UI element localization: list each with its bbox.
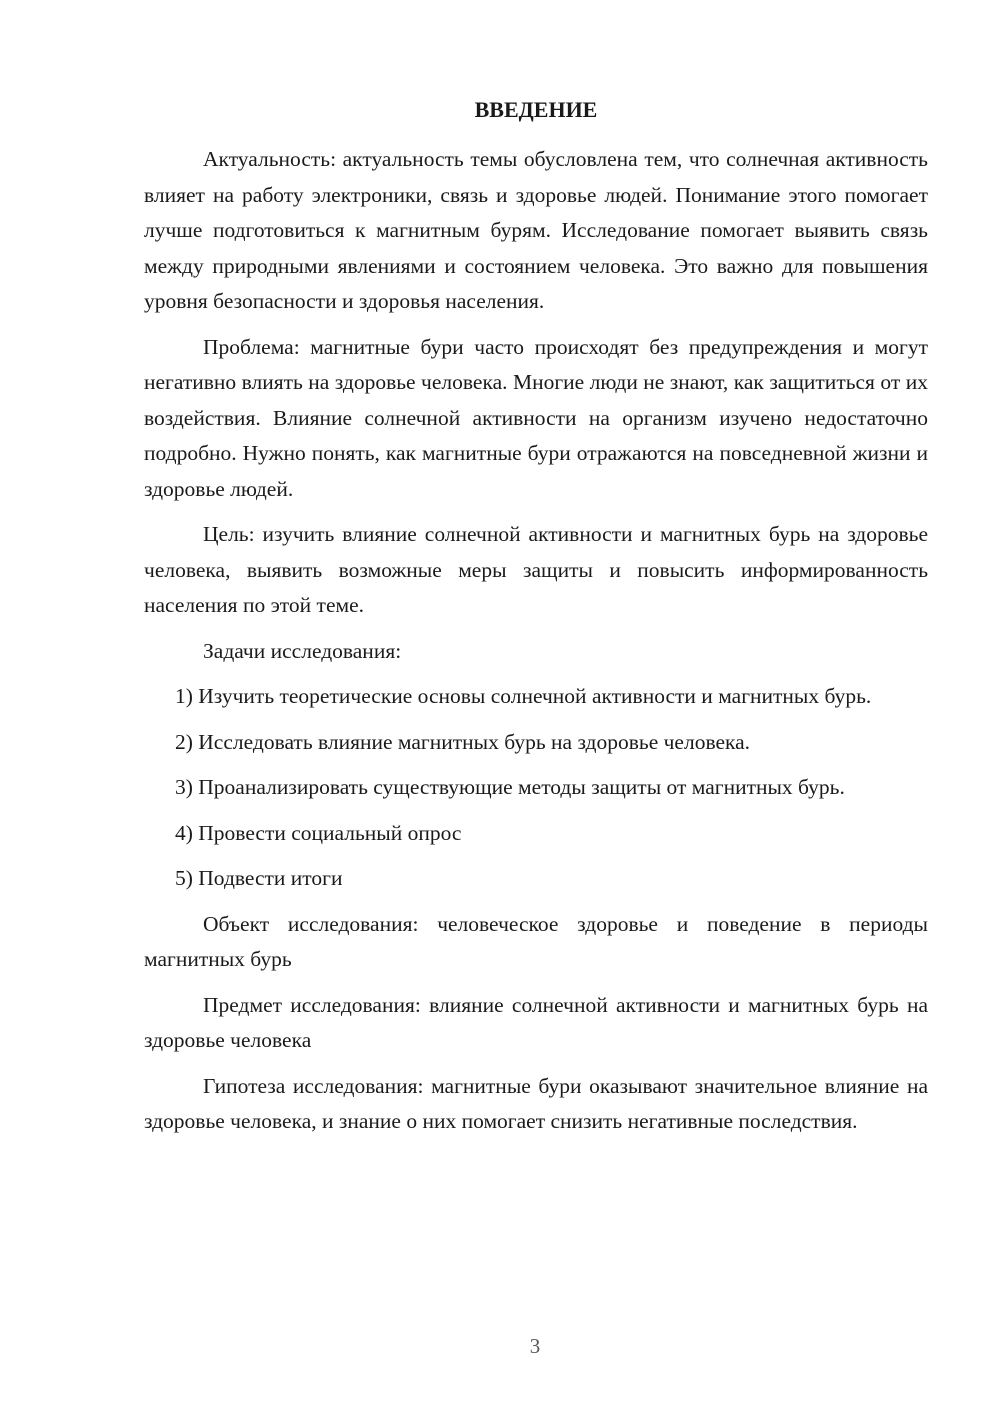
section-title: ВВЕДЕНИЕ: [474, 97, 598, 122]
page-number: 3: [529, 1334, 541, 1358]
paragraph-relevance: Актуальность: актуальность темы обусловлена тем, что солнечная активность влияет на работу электроники, связь и здоровье людей. Понимание этого помогает лучше подготовиться к магнитным бурям. Исследование помогает выявить связь между природными явлениями и состоянием человека. Это важно для повышения уровня безопасности и здоровья населения.: [144, 147, 928, 313]
paragraph-goal: Цель: изучить влияние солнечной активности и магнитных бурь на здоровье человека, выявить возможные меры защиты и повысить информированность населения по этой теме.: [144, 522, 928, 617]
document-page: [144, 95, 928, 1140]
tasks-heading: Задачи исследования:: [203, 638, 402, 663]
task-item-5: 5) Подвести итоги: [175, 866, 343, 890]
paragraph-problem: Проблема: магнитные бури часто происходят без предупреждения и могут негативно влиять на здоровье человека. Многие люди не знают, как защититься от их воздействия. Влияние солнечной активности на организм изучено недостаточно подробно. Нужно понять, как магнитные бури отражаются на повседневной жизни и здоровье людей.: [144, 334, 928, 501]
task-item-4: 4) Провести социальный опрос: [175, 820, 462, 845]
task-item-3: 3) Проанализировать существующие методы защиты от магнитных бурь.: [175, 775, 845, 799]
paragraph-object: Объект исследования: человеческое здоровье и поведение в периоды магнитных бурь: [144, 911, 928, 971]
task-item-1: 1) Изучить теоретические основы солнечной активности и магнитных бурь.: [175, 684, 872, 708]
paragraph-subject: Предмет исследования: влияние солнечной активности и магнитных бурь на здоровье человека: [144, 992, 928, 1052]
task-item-2: 2) Исследовать влияние магнитных бурь на здоровье человека.: [175, 729, 751, 754]
paragraph-hypothesis: Гипотеза исследования: магнитные бури оказывают значительное влияние на здоровье человека, и знание о них помогает снизить негативные последствия.: [144, 1073, 928, 1133]
